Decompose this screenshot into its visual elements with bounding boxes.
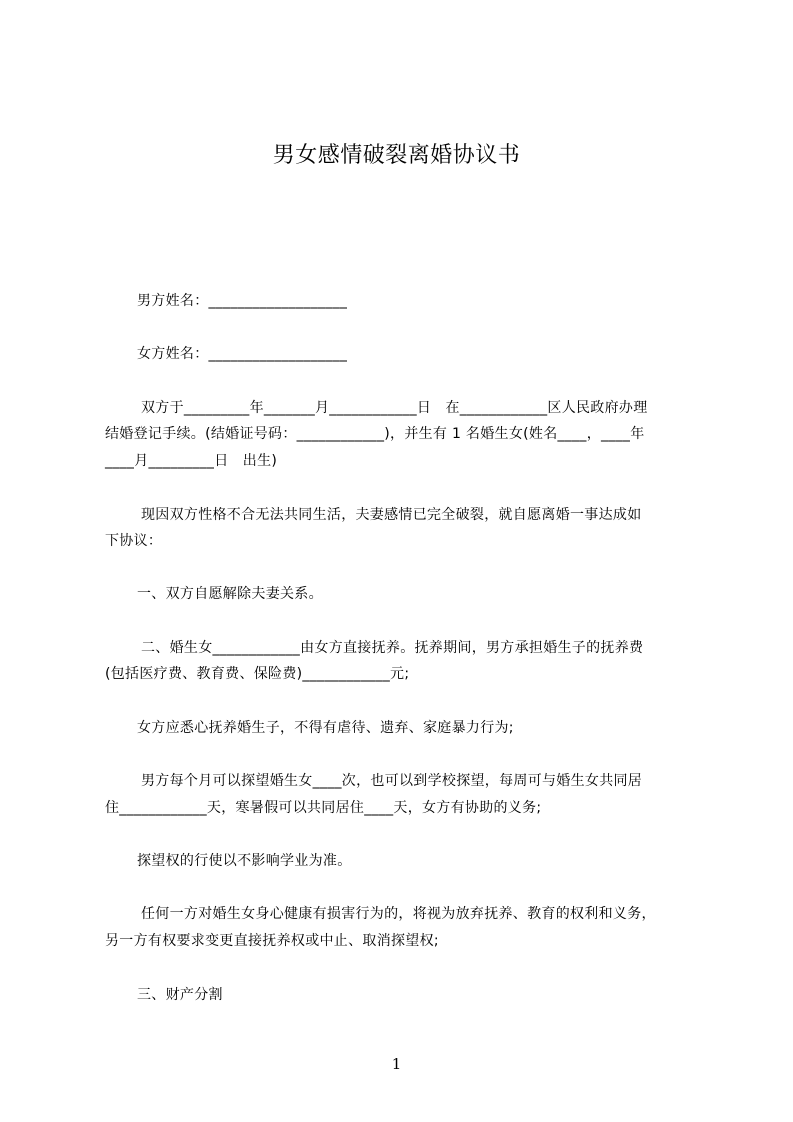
document-title: 男女感情破裂离婚协议书 <box>272 143 521 168</box>
clause-heading: 三、财产分割 <box>137 987 223 1003</box>
male-name-line: 男方姓名：___________________ <box>137 293 348 309</box>
page-number: 1 <box>391 1055 402 1073</box>
paragraph-line: 下协议： <box>105 533 163 549</box>
paragraph-line: 现因双方性格不合无法共同生活，夫妻感情已完全破裂，就自愿离婚一事达成如 <box>141 507 642 523</box>
paragraph-line: 双方于_________年_______月____________日 在____________区人民政府办理 <box>141 400 648 416</box>
paragraph-line: 结婚登记手续。(结婚证号码：____________)，并生有 1 名婚生女(姓名____，____年 <box>105 426 645 442</box>
paragraph-line: 男方每个月可以探望婚生女____次，也可以到学校探望，每周可与婚生女共同居 <box>141 773 643 789</box>
female-name-line: 女方姓名：___________________ <box>137 346 348 362</box>
paragraph-line: ____月_________日 出生) <box>105 453 278 469</box>
paragraph-line: 任何一方对婚生女身心健康有损害行为的，将视为放弃抚养、教育的权利和义务， <box>141 906 656 922</box>
paragraph-line: 二、婚生女____________由女方直接抚养。抚养期间，男方承担婚生子的抚养费 <box>141 640 644 656</box>
clause-heading: 一、双方自愿解除夫妻关系。 <box>137 586 323 602</box>
paragraph-line: 住____________天，寒暑假可以共同居住____天，女方有协助的义务; <box>105 800 542 816</box>
paragraph-line: 探望权的行使以不影响学业为准。 <box>137 853 352 869</box>
paragraph-line: 女方应悉心抚养婚生子，不得有虐待、遗弃、家庭暴力行为; <box>137 720 514 736</box>
paragraph-line: (包括医疗费、教育费、保险费)____________元; <box>105 666 410 682</box>
paragraph-line: 另一方有权要求变更直接抚养权或中止、取消探望权; <box>105 933 439 949</box>
